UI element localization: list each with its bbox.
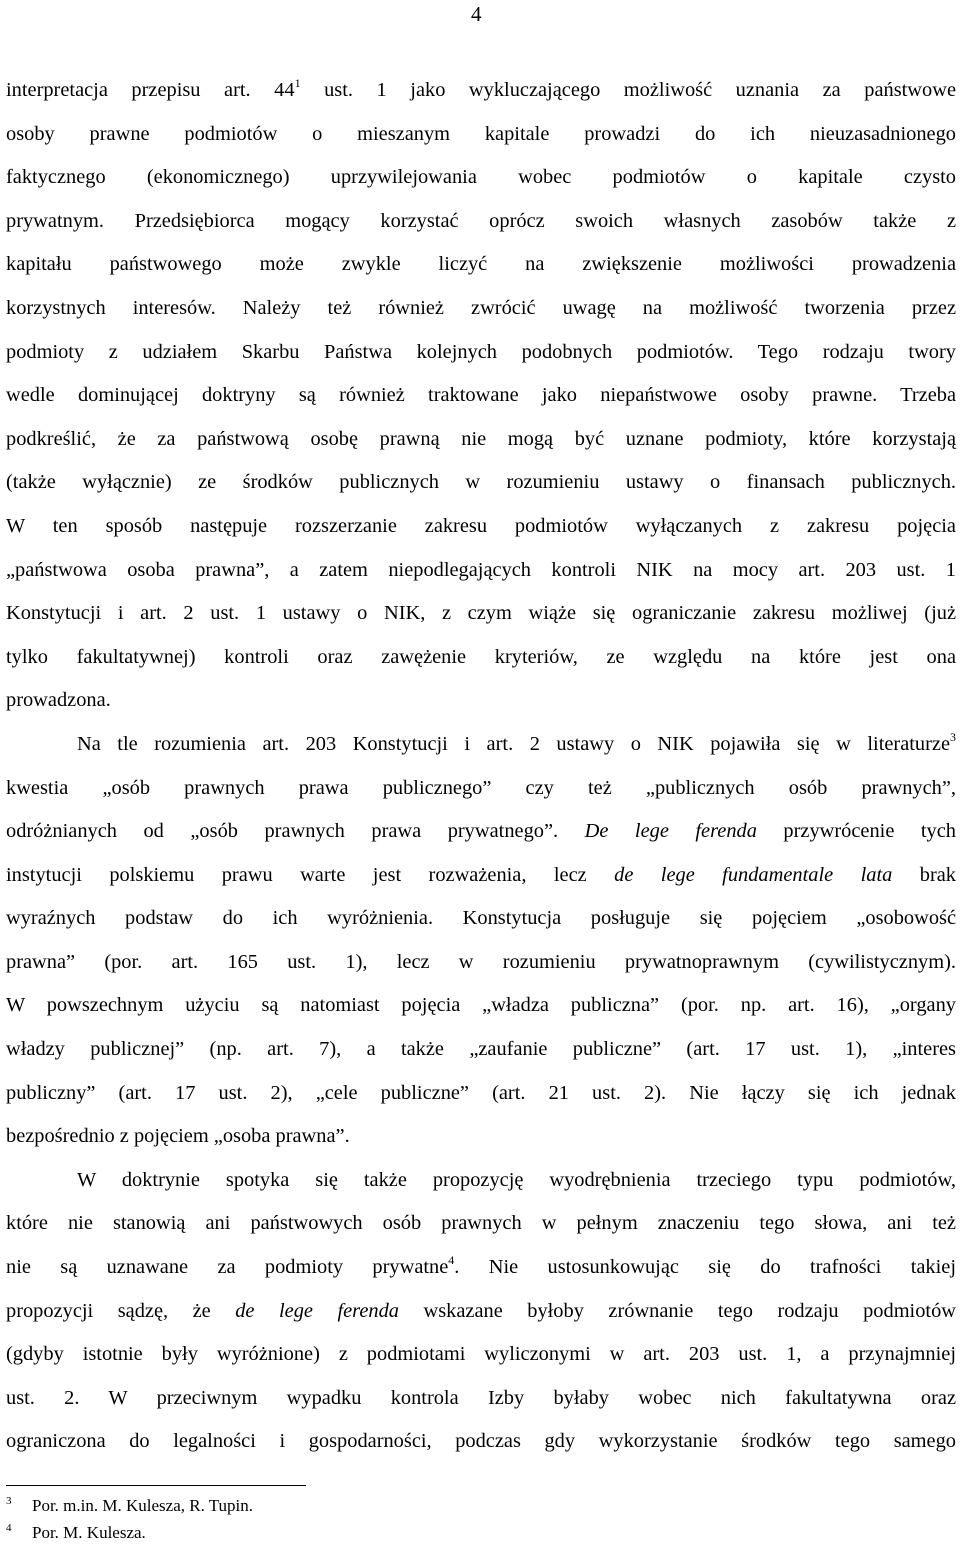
text-line: nie są uznawane za podmioty prywatne$^4$. Nie ustosunkowując się do trafności takiej: [6, 1253, 956, 1279]
text-line: propozycji sądzę, że de lege ferenda wskazane byłoby zrównanie tego rodzaju podmiotów: [6, 1299, 956, 1322]
footnote-ref: 4: [448, 1253, 455, 1268]
text-line: korzystnych interesów. Należy też również zwrócić uwagę na możliwość tworzenia przez: [6, 296, 956, 319]
footnote-divider: [6, 1485, 306, 1486]
footnote-mark: 4: [6, 1522, 12, 1534]
text-line: tylko fakultatywnej) kontroli oraz zawężenie kryteriów, ze względu na które jest ona: [6, 645, 956, 668]
page-number: 4: [471, 2, 482, 26]
text-line: ograniczona do legalności i gospodarności, podczas gdy wykorzystanie środków tego samego: [6, 1430, 956, 1453]
text-line: które nie stanowią ani państwowych osób prawnych w pełnym znaczeniu tego słowa, ani też: [6, 1212, 956, 1235]
text-line: podmioty z udziałem Skarbu Państwa kolejnych podobnych podmiotów. Tego rodzaju twory: [6, 340, 956, 363]
body-text: [6, 69, 956, 1464]
footnote-text: Por. M. Kulesza.: [32, 1523, 146, 1542]
footnote-ref: 1: [294, 76, 301, 90]
text-line: kwestia „osób prawnych prawa publicznego” czy też „publicznych osób prawnych”,: [6, 776, 956, 799]
footnote-text: Por. m.in. M. Kulesza, R. Tupin.: [32, 1496, 254, 1515]
text-line: publiczny” (art. 17 ust. 2), „cele publiczne” (art. 21 ust. 2). Nie łączy się ich jednak: [6, 1081, 956, 1104]
text-line: Konstytucji i art. 2 ust. 1 ustawy o NIK, z czym wiąże się ograniczanie zakresu możliwej (już: [6, 602, 956, 625]
text-line: podkreślić, że za państwową osobę prawną nie mogą być uznane podmioty, które korzystają: [6, 427, 956, 450]
text-line: Na tle rozumienia art. 203 Konstytucji i art. 2 ustawy o NIK pojawiła się w literaturze$^3$: [77, 729, 956, 755]
footnotes: [6, 1490, 253, 1544]
text-line: władzy publicznej” (np. art. 7), a także „zaufanie publiczne” (art. 17 ust. 1), „interes: [6, 1038, 956, 1061]
text-line: osoby prawne podmiotów o mieszanym kapitale prowadzi do ich nieuzasadnionego: [6, 122, 956, 145]
footnote: [6, 1490, 253, 1517]
text-line: prowadzona.: [6, 689, 111, 712]
text-line: prawna” (por. art. 165 ust. 1), lecz w rozumieniu prywatnoprawnym (cywilistycznym).: [6, 950, 956, 973]
text-line: W powszechnym użyciu są natomiast pojęcia „władza publiczna” (por. np. art. 16), „organy: [6, 994, 956, 1017]
text-line: W ten sposób następuje rozszerzanie zakresu podmiotów wyłączanych z zakresu pojęcia: [6, 514, 956, 537]
footnote: [6, 1517, 253, 1544]
text-line: instytucji polskiemu prawu warte jest rozważenia, lecz de lege fundamentale lata brak: [6, 863, 956, 886]
text-line: (gdyby istotnie były wyróżnione) z podmiotami wyliczonymi w art. 203 ust. 1, a przynajmniej: [6, 1343, 956, 1366]
text-line: wyraźnych podstaw do ich wyróżnienia. Konstytucja posługuje się pojęciem „osobowość: [6, 907, 956, 930]
text-line: (także wyłącznie) ze środków publicznych w rozumieniu ustawy o finansach publicznych.: [6, 471, 956, 494]
text-line: ust. 2. W przeciwnym wypadku kontrola Izby byłaby wobec nich fakultatywna oraz: [6, 1386, 956, 1409]
footnote-ref: 3: [950, 729, 956, 744]
footnote-mark: 3: [6, 1495, 12, 1507]
text-line: W doktrynie spotyka się także propozycję wyodrębnienia trzeciego typu podmiotów,: [77, 1168, 956, 1191]
text-line: wedle dominującej doktryny są również traktowane jako niepaństwowe osoby prawne. Trzeba: [6, 384, 956, 407]
text-line: „państwowa osoba prawna”, a zatem niepodlegających kontroli NIK na mocy art. 203 ust. 1: [6, 558, 956, 581]
text-line: prywatnym. Przedsiębiorca mogący korzystać oprócz swoich własnych zasobów także z: [6, 209, 956, 232]
text-line: odróżnianych od „osób prawnych prawa prywatnego”. De lege ferenda przywrócenie tych: [6, 820, 957, 843]
text-line: faktycznego (ekonomicznego) uprzywilejowania wobec podmiotów o kapitale czysto: [6, 166, 956, 189]
text-line: bezpośrednio z pojęciem „osoba prawna”.: [6, 1125, 350, 1148]
text-line: interpretacja przepisu art. $44^1$ ust. 1 jako wykluczającego możliwość uznania za państwowe: [6, 76, 956, 101]
text-line: kapitału państwowego może zwykle liczyć na zwiększenie możliwości prowadzenia: [6, 253, 956, 276]
